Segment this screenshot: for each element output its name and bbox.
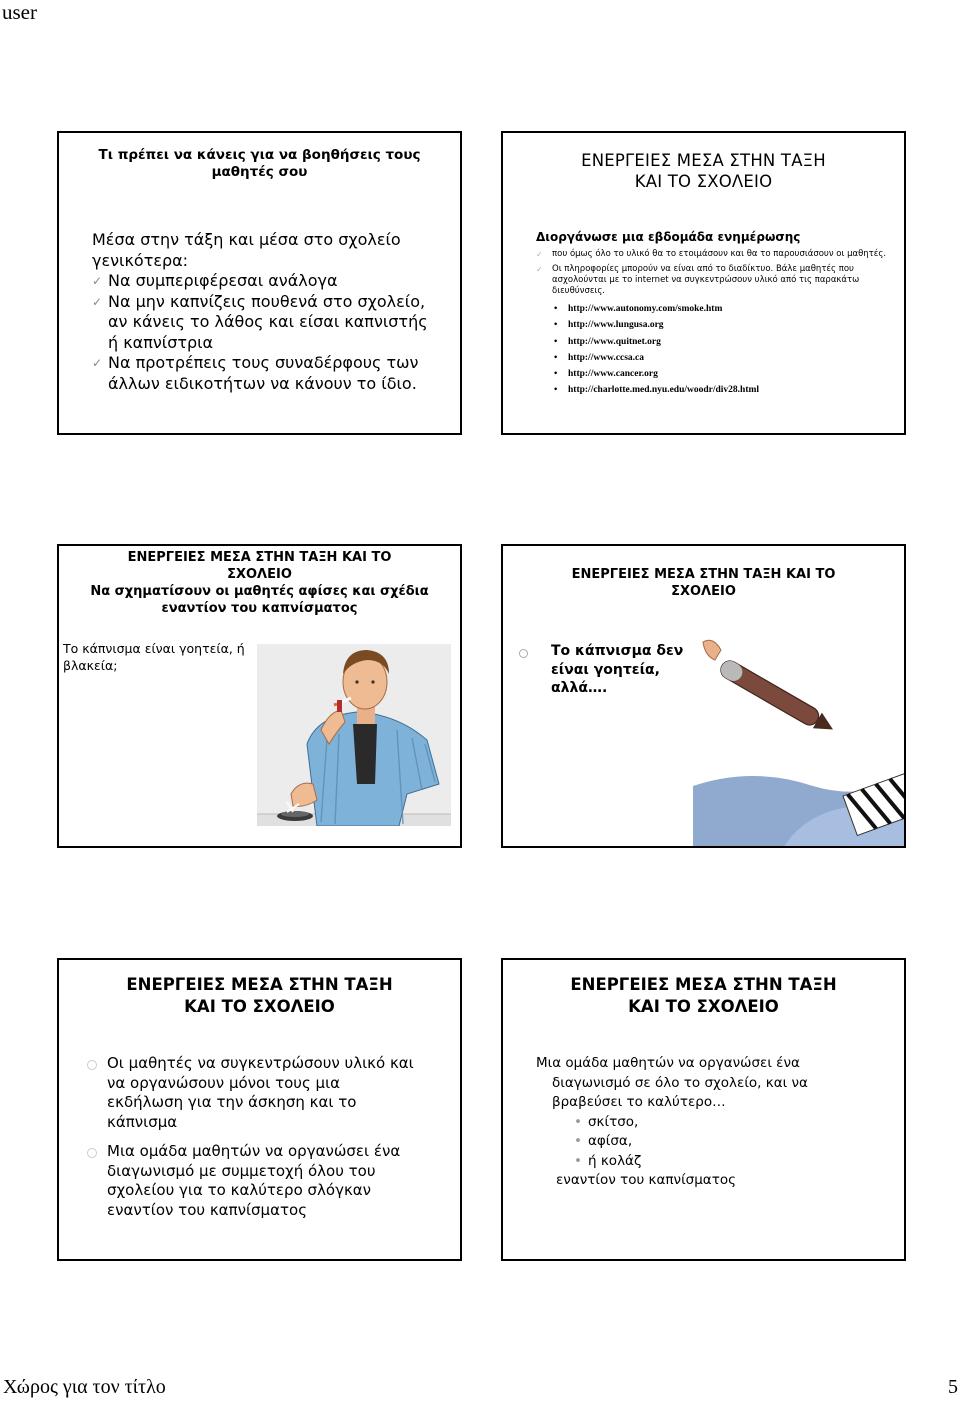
slide-title-line: ΕΝΕΡΓΕΙΕΣ ΜΕΣΑ ΣΤΗΝ ΤΑΞΗ ΚΑΙ ΤΟ — [571, 567, 836, 582]
slide-title-line: ΣΧΟΛΕΙΟ — [227, 567, 292, 582]
slide-title — [503, 974, 904, 1018]
item-line: Να συμπεριφέρεσαι ανάλογα — [108, 271, 338, 290]
slide-title — [59, 974, 460, 1018]
slide-title-line: Τι πρέπει να κάνεις για να βοηθήσεις τους — [98, 147, 421, 163]
bullet-icon — [519, 649, 528, 658]
item-line: κάπνισμα — [107, 1112, 178, 1131]
slide-title — [89, 147, 430, 181]
slide-body — [536, 230, 890, 399]
text-line: Το κάπνισμα είναι γοητεία, ή — [63, 641, 245, 656]
sub-item-text: σκίτσο, — [588, 1113, 639, 1130]
item-text: Οι πληροφορίες μπορούν να είναι από το διαδίκτυο. Βάλε μαθητές που ασχολούνται με το internet να συγκεντρώσουν υλικό από τις παρακάτω διευθύνσεις. — [552, 264, 860, 296]
bullet-icon: • — [554, 385, 558, 396]
link-list — [536, 301, 890, 399]
item-text: που όμως όλο το υλικό θα το ετοιμάσουν και θα το παρουσιάσουν οι μαθητές. — [552, 249, 887, 259]
item-line: διαγωνισμό με συμμετοχή όλου του — [107, 1161, 376, 1180]
smoking-man-illustration — [257, 644, 451, 826]
item-line: άλλων ειδικοτήτων να κάνουν το ίδιο. — [108, 373, 417, 393]
slide-title-line: ΣΧΟΛΕΙΟ — [671, 584, 736, 599]
check-icon: ✓ — [536, 250, 543, 259]
slide-title-line: εναντίον του καπνίσματος — [161, 601, 358, 616]
check-icon: ✓ — [92, 274, 103, 288]
item-line: εναντίον του καπνίσματος — [107, 1200, 308, 1219]
item-line: Να προτρέπεις τους συναδέρφους των — [108, 353, 419, 372]
bullet-item — [519, 642, 699, 698]
end-line: εναντίον του καπνίσματος — [556, 1172, 737, 1188]
link-text[interactable]: http://www.ccsa.ca — [568, 352, 644, 363]
link-item[interactable] — [536, 382, 890, 398]
sub-item — [536, 1152, 886, 1172]
bullet-icon: • — [554, 320, 558, 331]
slide-help-students — [57, 131, 462, 435]
header-user-label: user — [2, 0, 37, 24]
lead-line: διαγωνισμό σε όλο το σχολείο, και να — [552, 1074, 808, 1091]
item-line: να οργανώσουν μόνοι τους μια — [107, 1073, 341, 1092]
bullet-icon — [87, 1148, 97, 1158]
list-item — [92, 353, 440, 394]
text-line: βλακεία; — [63, 658, 118, 673]
sub-item — [536, 1132, 886, 1152]
slide-title-line: ΕΝΕΡΓΕΙΕΣ ΜΕΣΑ ΣΤΗΝ ΤΑΞΗ — [126, 975, 393, 994]
page-number: 5 — [948, 1376, 958, 1398]
slide-title-line: ΕΝΕΡΓΕΙΕΣ ΜΕΣΑ ΣΤΗΝ ΤΑΞΗ — [581, 151, 826, 170]
lead-line: Μέσα στην τάξη και μέσα στο σχολείο — [92, 230, 401, 249]
check-icon: ✓ — [92, 356, 103, 370]
check-list — [92, 271, 440, 394]
link-item[interactable] — [536, 350, 890, 366]
slide-title-line: μαθητές σου — [211, 164, 308, 180]
bullet-icon — [87, 1060, 97, 1070]
link-text[interactable]: http://www.lungusa.org — [568, 320, 664, 331]
slide-title — [503, 150, 904, 192]
item-line: αν κάνεις το λάθος και είσαι καπνιστής — [108, 312, 428, 331]
list-item — [87, 1054, 442, 1132]
bullet-line: είναι γοητεία, — [551, 661, 660, 678]
sub-item-text: ή κολάζ — [588, 1152, 642, 1169]
slide-body — [536, 1054, 886, 1191]
link-text[interactable]: http://www.autonomy.com/smoke.htm — [568, 304, 723, 314]
check-icon: ✓ — [536, 265, 543, 274]
check-list — [536, 249, 890, 297]
link-item[interactable] — [536, 334, 890, 350]
item-line: σχολείου για το καλύτερο σλόγκαν — [107, 1181, 372, 1199]
slide-title — [69, 549, 450, 617]
link-item[interactable] — [536, 317, 890, 333]
sub-item-text: αφίσα, — [588, 1133, 633, 1149]
slide-text — [63, 640, 249, 674]
sub-list — [536, 1113, 886, 1172]
slide-title — [523, 566, 884, 600]
sub-item — [536, 1113, 886, 1133]
bullet-line: Το κάπνισμα δεν — [551, 643, 684, 659]
lead-line: βραβεύσει το καλύτερο… — [552, 1094, 726, 1110]
link-text[interactable]: http://charlotte.med.nyu.edu/woodr/div28.html — [568, 385, 760, 396]
slide-title-line: ΚΑΙ ΤΟ ΣΧΟΛΕΙΟ — [634, 172, 773, 191]
list-item — [87, 1142, 442, 1220]
link-text[interactable]: http://www.quitnet.org — [568, 336, 661, 347]
cigarette-pen-illustration — [693, 636, 906, 848]
slide-title-line: ΕΝΕΡΓΕΙΕΣ ΜΕΣΑ ΣΤΗΝ ΤΑΞΗ ΚΑΙ ΤΟ — [127, 550, 392, 565]
bullet-icon: • — [574, 1133, 582, 1149]
list-item — [536, 264, 890, 297]
slide-title-line: Να σχηματίσουν οι μαθητές αφίσες και σχέδια — [90, 584, 429, 599]
item-line: ή καπνίστρια — [108, 332, 214, 352]
bullet-icon: • — [574, 1113, 582, 1130]
slide-body — [92, 230, 440, 394]
item-line: Οι μαθητές να συγκεντρώσουν υλικό και — [107, 1054, 414, 1072]
slide-posters — [57, 544, 462, 848]
list-item — [92, 292, 440, 354]
slide-info-week — [501, 131, 906, 435]
slide-contest — [501, 958, 906, 1261]
bullet-icon: • — [554, 369, 558, 380]
item-line: Μια ομάδα μαθητών να οργανώσει ένα — [107, 1142, 401, 1160]
bullet-icon: • — [554, 336, 558, 347]
item-line: εκδήλωση για την άσκηση και το — [107, 1093, 357, 1111]
link-item[interactable] — [536, 301, 890, 317]
slide-title-line: ΕΝΕΡΓΕΙΕΣ ΜΕΣΑ ΣΤΗΝ ΤΑΞΗ — [570, 975, 837, 994]
lead-line: Μια ομάδα μαθητών να οργανώσει ένα — [536, 1055, 800, 1071]
list-item — [536, 249, 890, 260]
bullet-list — [87, 1054, 442, 1230]
bullet-icon: • — [554, 304, 558, 314]
slide-title-line: ΚΑΙ ΤΟ ΣΧΟΛΕΙΟ — [628, 997, 779, 1016]
slide-not-charm — [501, 544, 906, 848]
footer-title: Χώρος για τον τίτλο — [3, 1376, 166, 1398]
item-line: Να μην καπνίζεις πουθενά στο σχολείο, — [108, 291, 426, 311]
lead-line: γενικότερα: — [92, 250, 189, 270]
check-icon: ✓ — [92, 294, 103, 309]
lead-line: Διοργάνωσε μια εβδομάδα ενημέρωσης — [536, 230, 801, 244]
list-item — [92, 271, 440, 292]
link-item[interactable] — [536, 366, 890, 382]
bullet-icon: • — [574, 1152, 582, 1169]
slide-student-event — [57, 958, 462, 1261]
link-text[interactable]: http://www.cancer.org — [568, 369, 658, 380]
bullet-icon: • — [554, 352, 558, 363]
bullet-line: αλλά…. — [551, 680, 608, 696]
slide-title-line: ΚΑΙ ΤΟ ΣΧΟΛΕΙΟ — [184, 997, 335, 1016]
